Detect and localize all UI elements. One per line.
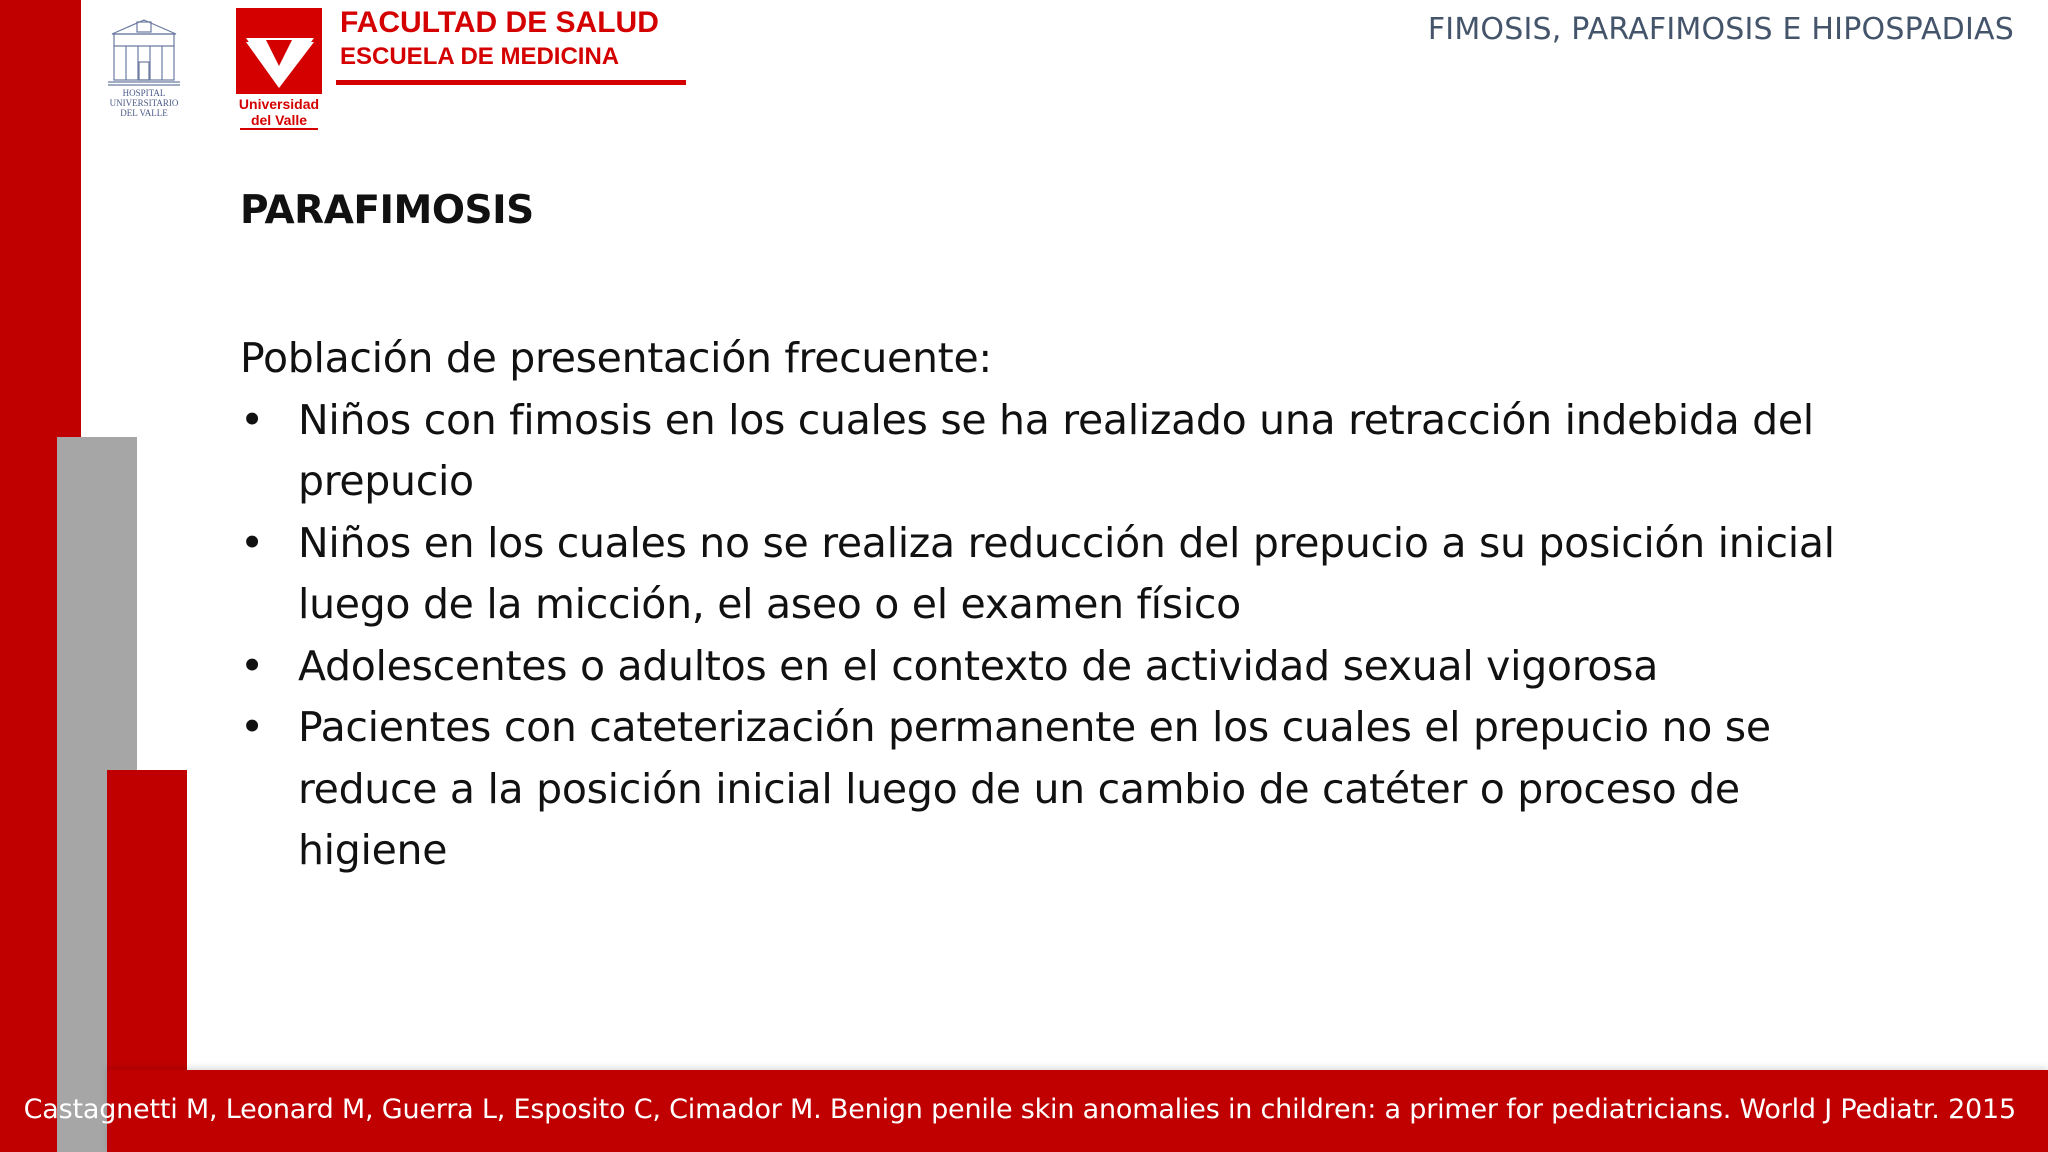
bullet-icon: • bbox=[240, 395, 264, 444]
faculty-block bbox=[336, 4, 686, 92]
bullet-item bbox=[240, 697, 1900, 882]
university-underline bbox=[240, 128, 318, 130]
university-name-line1: Universidad bbox=[238, 96, 320, 112]
intro-text: Población de presentación frecuente: bbox=[240, 334, 992, 382]
bullet-list bbox=[240, 390, 1900, 882]
bullet-icon: • bbox=[240, 703, 264, 751]
slide-heading: PARAFIMOSIS bbox=[240, 188, 534, 233]
presentation-title: FIMOSIS, PARAFIMOSIS E HIPOSPADIAS bbox=[1427, 12, 2014, 47]
bullet-icon: • bbox=[240, 518, 264, 567]
faculty-subtitle: ESCUELA DE MEDICINA bbox=[340, 43, 620, 70]
faculty-title: FACULTAD DE SALUD bbox=[340, 6, 659, 39]
university-name-line2: del Valle bbox=[250, 112, 308, 128]
bullet-text: Adolescentes o adultos en el contexto de actividad sexual vigorosa bbox=[298, 641, 1659, 690]
bullet-text: Niños en los cuales no se realiza reducción del prepucio a su posición inicial luego de la micción, el aseo o el examen físico bbox=[298, 518, 1835, 628]
university-logo bbox=[236, 8, 322, 132]
university-shield-icon bbox=[236, 8, 322, 94]
bullet-text: Pacientes con cateterización permanente en los cuales el prepucio no se reduce a la posición inicial luego de un cambio de catéter o proceso de higiene bbox=[298, 703, 1771, 874]
hospital-name-line1: HOSPITAL UNIVERSITARIO bbox=[109, 88, 179, 108]
slide-content bbox=[240, 328, 1900, 882]
footer-bar bbox=[23, 1070, 2048, 1152]
bullet-text: Niños con fimosis en los cuales se ha realizado una retracción indebida del prepucio bbox=[298, 395, 1814, 505]
hospital-name-line2: DEL VALLE bbox=[120, 108, 168, 118]
hospital-building-icon bbox=[104, 16, 184, 88]
footer-citation: Castagnetti M, Leonard M, Guerra L, Esposito C, Cimador M. Benign penile skin anomalies in children: a primer for pediatricians. World J Pediatr. 2015 bbox=[23, 1094, 2016, 1125]
bullet-item bbox=[240, 390, 1900, 513]
hospital-logo bbox=[88, 16, 200, 120]
bullet-item bbox=[240, 513, 1900, 636]
faculty-rule bbox=[336, 80, 686, 85]
bullet-icon: • bbox=[240, 641, 264, 690]
bullet-item bbox=[240, 636, 1900, 698]
